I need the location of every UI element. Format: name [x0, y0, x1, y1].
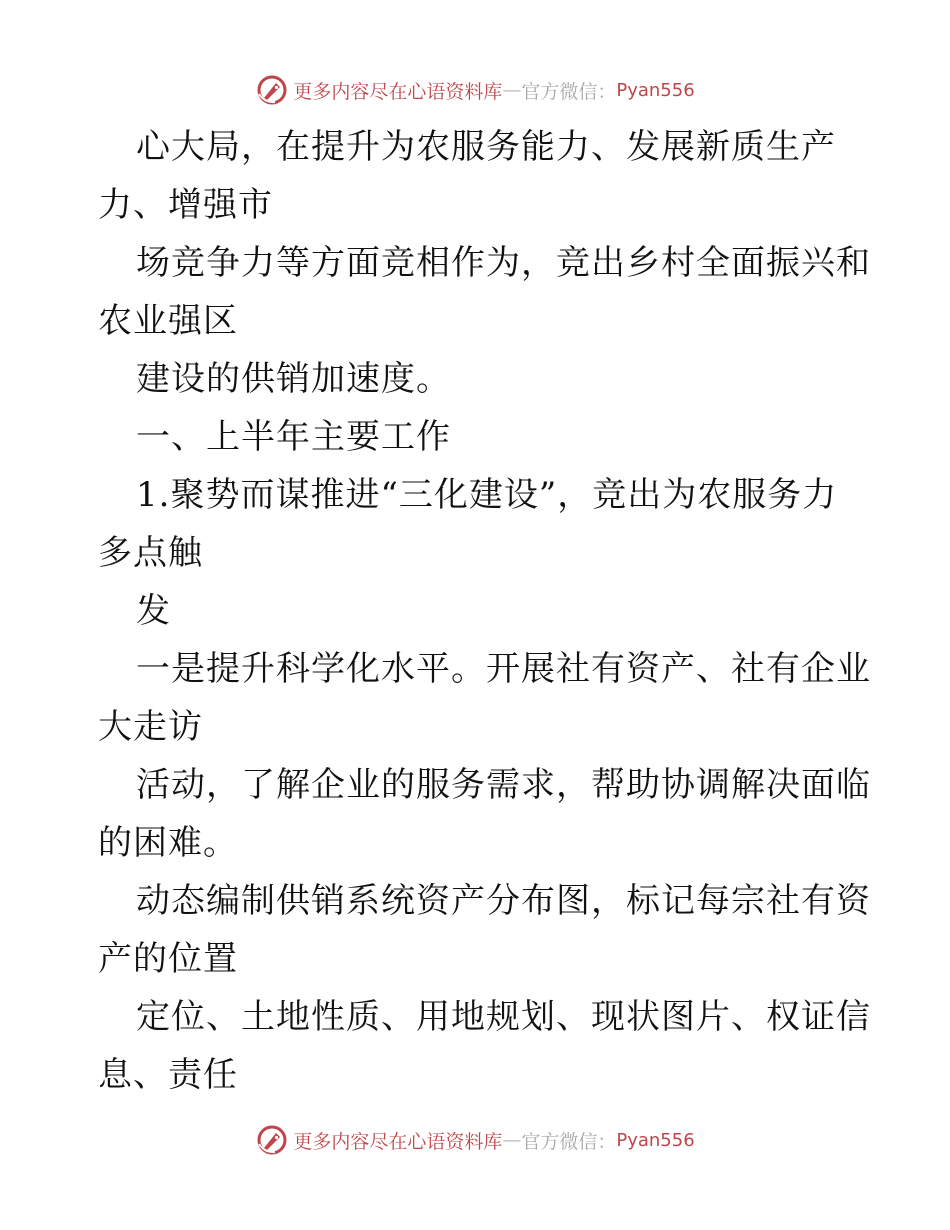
watermark-official-label: 官方微信： [521, 80, 617, 103]
watermark-official-label: 官方微信： [521, 1130, 617, 1153]
text-line: 场竞争力等方面竞相作为，竞出乡村全面振兴和 [136, 243, 871, 283]
text-line: 息、责任 [98, 1055, 238, 1095]
watermark-account-id: Pyan556 [616, 79, 695, 101]
text-line: 力、增强市 [98, 185, 273, 225]
text-line: 活动，了解企业的服务需求，帮助协调解决面临 [136, 765, 871, 805]
document-body [98, 118, 871, 1104]
header-watermark [0, 70, 950, 110]
text-line: 的困难。 [98, 823, 238, 863]
text-line: 农业强区 [98, 301, 238, 341]
section-heading: 一、上半年主要工作 [136, 417, 451, 457]
watermark-text: 更多内容尽在心语资料库 [293, 80, 503, 103]
text-line: 心大局，在提升为农服务能力、发展新质生产 [136, 127, 836, 167]
text-line: 多点触 [98, 533, 203, 573]
watermark-account-id: Pyan556 [616, 1129, 695, 1151]
subsection-heading: 1.聚势而谋推进“三化建设”，竞出为农服务力 [136, 475, 838, 515]
text-line: 建设的供销加速度。 [136, 359, 451, 399]
text-line: 动态编制供销系统资产分布图，标记每宗社有资 [136, 881, 871, 921]
watermark-text: 更多内容尽在心语资料库 [293, 1130, 503, 1153]
watermark-separator: — [502, 79, 522, 101]
text-line: 一是提升科学化水平。开展社有资产、社有企业 [136, 649, 871, 689]
pen-nib-icon [255, 73, 289, 107]
footer-watermark [0, 1120, 950, 1160]
text-line: 定位、土地性质、用地规划、现状图片、权证信 [136, 997, 871, 1037]
text-line: 发 [136, 591, 171, 631]
text-line: 产的位置 [98, 939, 238, 979]
watermark-separator: — [502, 1129, 522, 1151]
pen-nib-icon [255, 1123, 289, 1157]
text-line: 大走访 [98, 707, 203, 747]
